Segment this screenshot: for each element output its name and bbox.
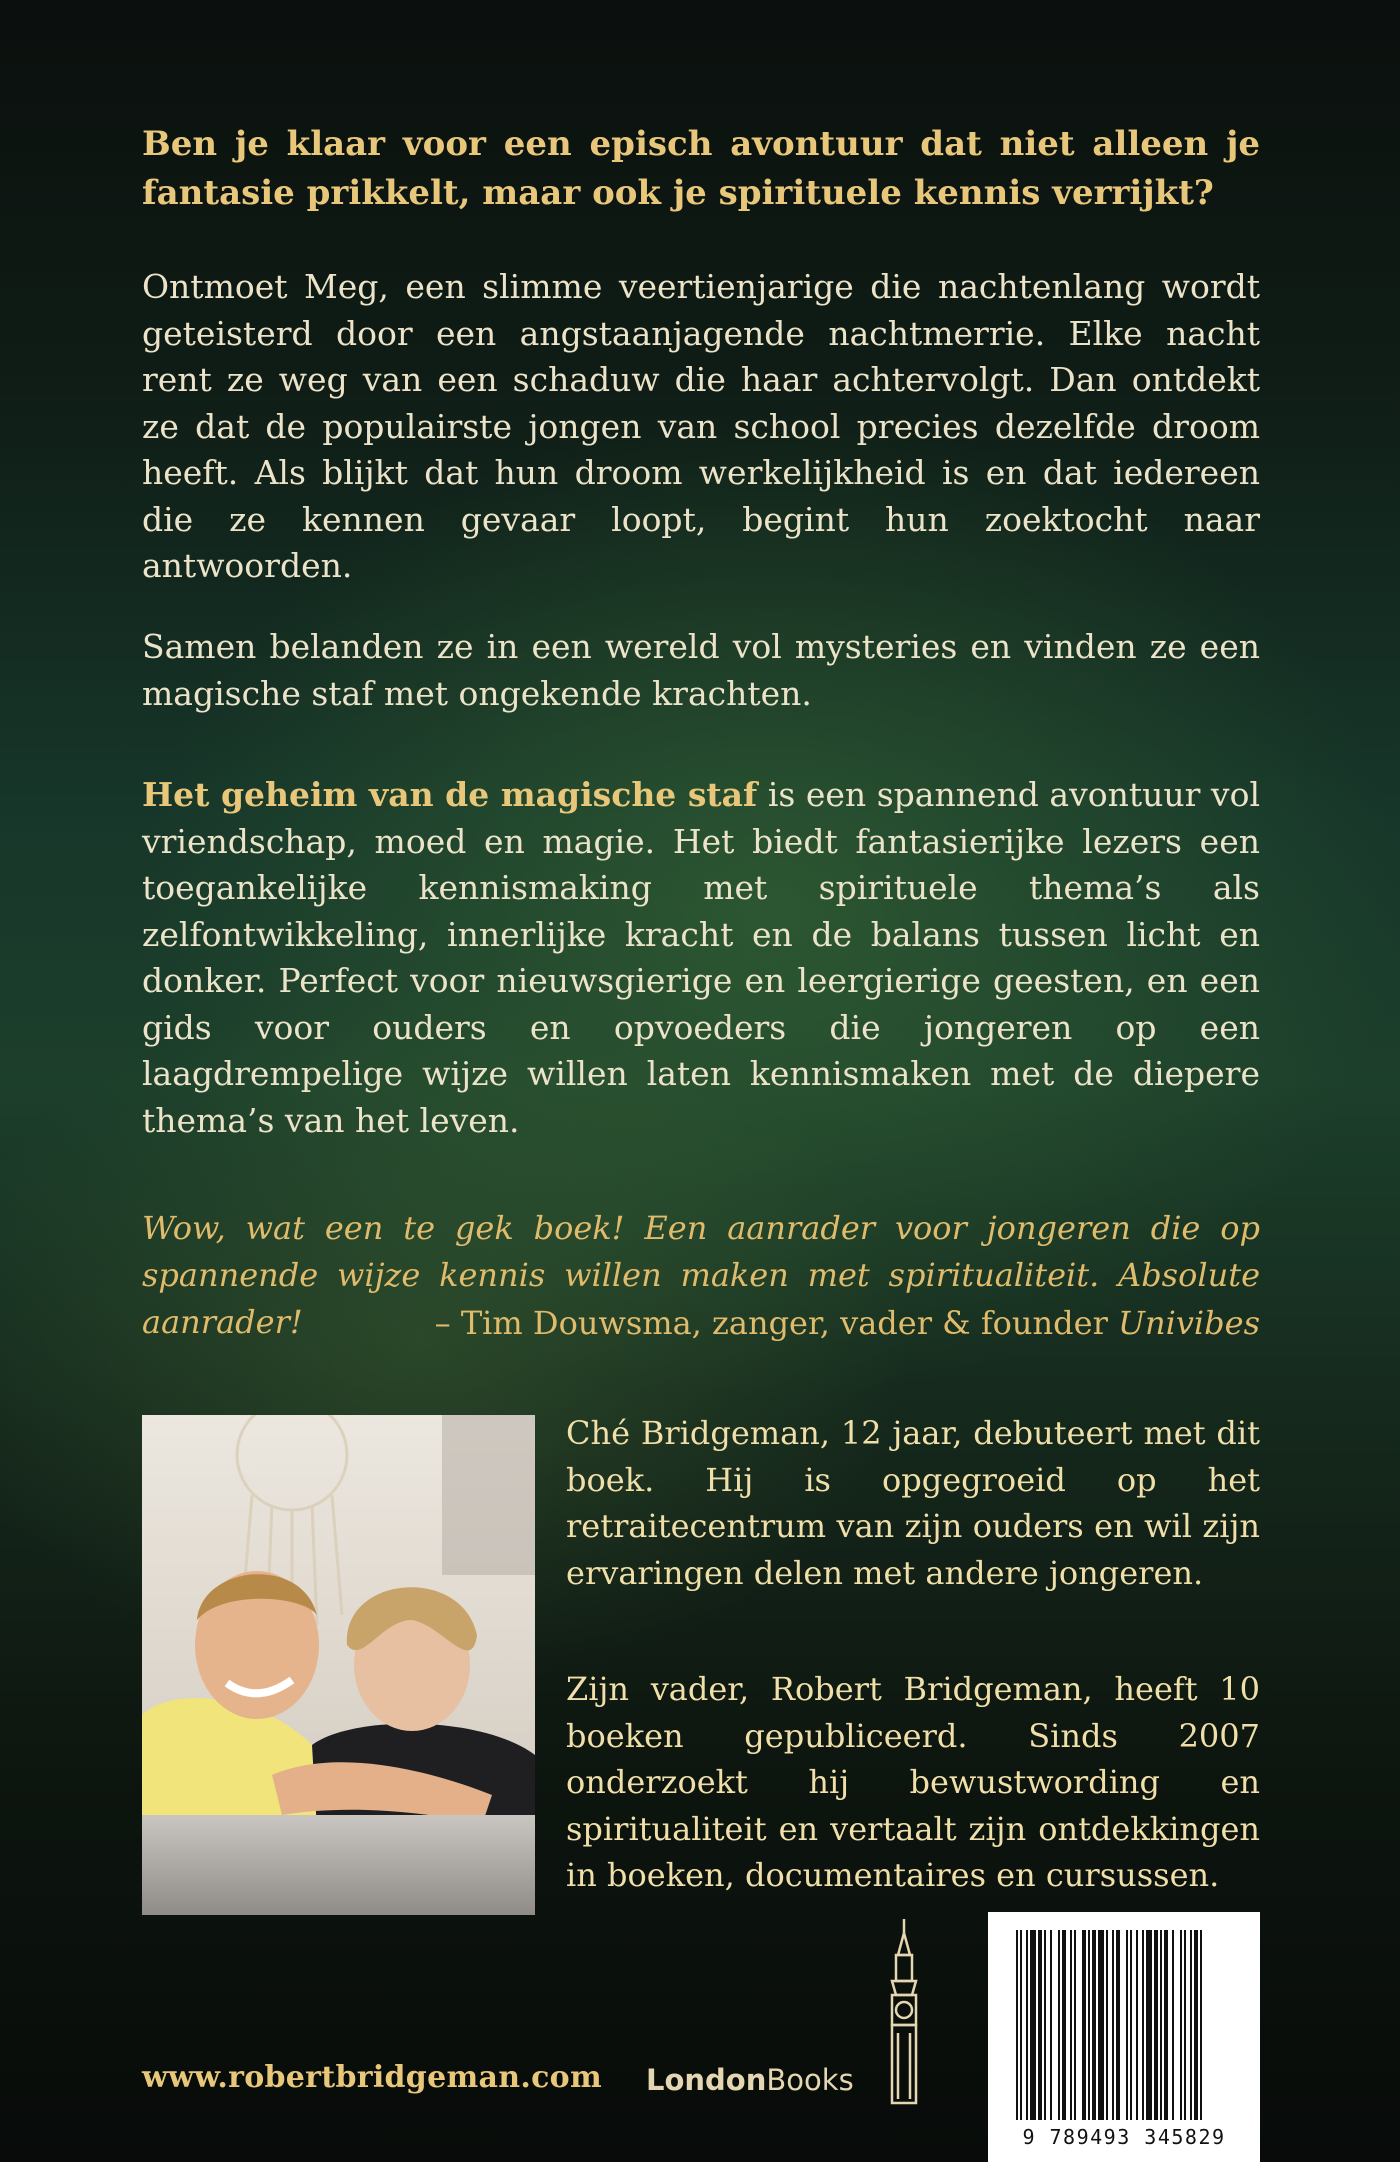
synopsis-paragraph-3 (142, 772, 1260, 1144)
isbn-number: 9 789493 345829 (1022, 2125, 1226, 2149)
barcode-bar (1074, 1930, 1076, 2120)
barcode-bar (1146, 1930, 1152, 2120)
barcode-bar (1154, 1930, 1158, 2120)
publisher-name-bold: London (646, 2063, 767, 2097)
barcode-bar (1088, 1930, 1090, 2120)
barcode-bar (1058, 1930, 1060, 2120)
barcode-bar (1160, 1930, 1162, 2120)
barcode-bar (1200, 1930, 1202, 2120)
attribution-brand: Univibes (1118, 1304, 1260, 1342)
barcode-bar (1184, 1930, 1186, 2120)
attribution-text: – Tim Douwsma, zanger, vader & founder (434, 1304, 1119, 1342)
barcode-bar (1172, 1930, 1174, 2120)
barcode-bar (1136, 1930, 1138, 2120)
barcode-bar (1190, 1930, 1192, 2120)
barcode-bar (1026, 1930, 1028, 2120)
barcode-bar (1126, 1930, 1128, 2120)
barcode-bar (1070, 1930, 1072, 2120)
website-link[interactable]: www.robertbridgeman.com (142, 2060, 603, 2095)
barcode-bar (1112, 1930, 1114, 2120)
barcode-bar (1142, 1930, 1144, 2120)
barcode-bars (988, 1912, 1260, 2122)
barcode-bar (1082, 1930, 1086, 2120)
author-bio-2: Zijn vader, Robert Bridgeman, heeft 10 boeken gepubliceerd. Sinds 2007 onderzoekt hij bewustwording en spiritualiteit en vertaalt zijn ontdekkingen in boeken, documentaires en cursussen. (566, 1670, 1260, 1894)
barcode-bar (1016, 1930, 1018, 2120)
barcode-bar (1164, 1930, 1168, 2120)
author-photo (142, 1415, 535, 1915)
synopsis-paragraph-3-text: is een spannend avontuur vol vriendschap, moed en magie. Het biedt fantasierijke lezers een toegankelijke kennismaking met spirituele thema’s als zelfontwikkeling, innerlijke kracht en de balans tussen licht en donker. Perfect voor nieuwsgierige en leergierige geesten, en een gids voor ouders en opvoeders die jongeren op een laagdrempelige wijze willen laten kennismaken met de diepere thema’s van het leven. (142, 775, 1260, 1140)
synopsis-paragraph-2: Samen belanden ze in een wereld vol mysteries en vinden ze een magische staf met ongekende krachten. (142, 627, 1260, 713)
barcode-bar (1106, 1930, 1108, 2120)
barcode-bar (1130, 1930, 1132, 2120)
author-photo-illustration (142, 1415, 535, 1915)
synopsis-paragraph-1: Ontmoet Meg, een slimme veertienjarige die nachtenlang wordt geteisterd door een angstaanjagende nachtmerrie. Elke nacht rent ze weg van een schaduw die haar achtervolgt. Dan ontdekt ze dat de populairste jongen van school precies dezelfde droom heeft. Als blijkt dat hun droom werkelijkheid is en dat iedereen die ze kennen gevaar loopt, begint hun zoektocht naar antwoorden. (142, 267, 1260, 585)
book-title-emphasis: Het geheim van de magische staf (142, 775, 758, 814)
barcode-bar (1038, 1930, 1042, 2120)
barcode-bar (1020, 1930, 1022, 2120)
barcode-bar (1194, 1930, 1198, 2120)
barcode-bar (1030, 1930, 1036, 2120)
barcode-bar (1062, 1930, 1066, 2120)
endorsement-attribution (435, 1300, 1260, 1347)
publisher-name-regular: Books (766, 2063, 854, 2097)
hook-question: Ben je klaar voor een episch avontuur dat niet alleen je fantasie prikkelt, maar ook je spirituele kennis verrijkt? (142, 124, 1260, 213)
barcode-bar (1116, 1930, 1120, 2120)
barcode-bar (1050, 1930, 1052, 2120)
barcode-bar (1044, 1930, 1046, 2120)
author-bio-1: Ché Bridgeman, 12 jaar, debuteert met dit boek. Hij is opgegroeid op het retraitecentrum van zijn ouders en wil zijn ervaringen delen met andere jongeren. (566, 1414, 1260, 1592)
publisher-name (646, 2063, 854, 2097)
endorsement-quote: Wow, wat een te gek boek! Een aanrader voor jongeren die op spannende wijze kennis willen maken met spiritualiteit. Absolute aanrader! (142, 1209, 1260, 1341)
barcode-bar (1092, 1930, 1096, 2120)
barcode-bar (1098, 1930, 1104, 2120)
barcode-bar (1180, 1930, 1182, 2120)
isbn-barcode (988, 1912, 1260, 2162)
